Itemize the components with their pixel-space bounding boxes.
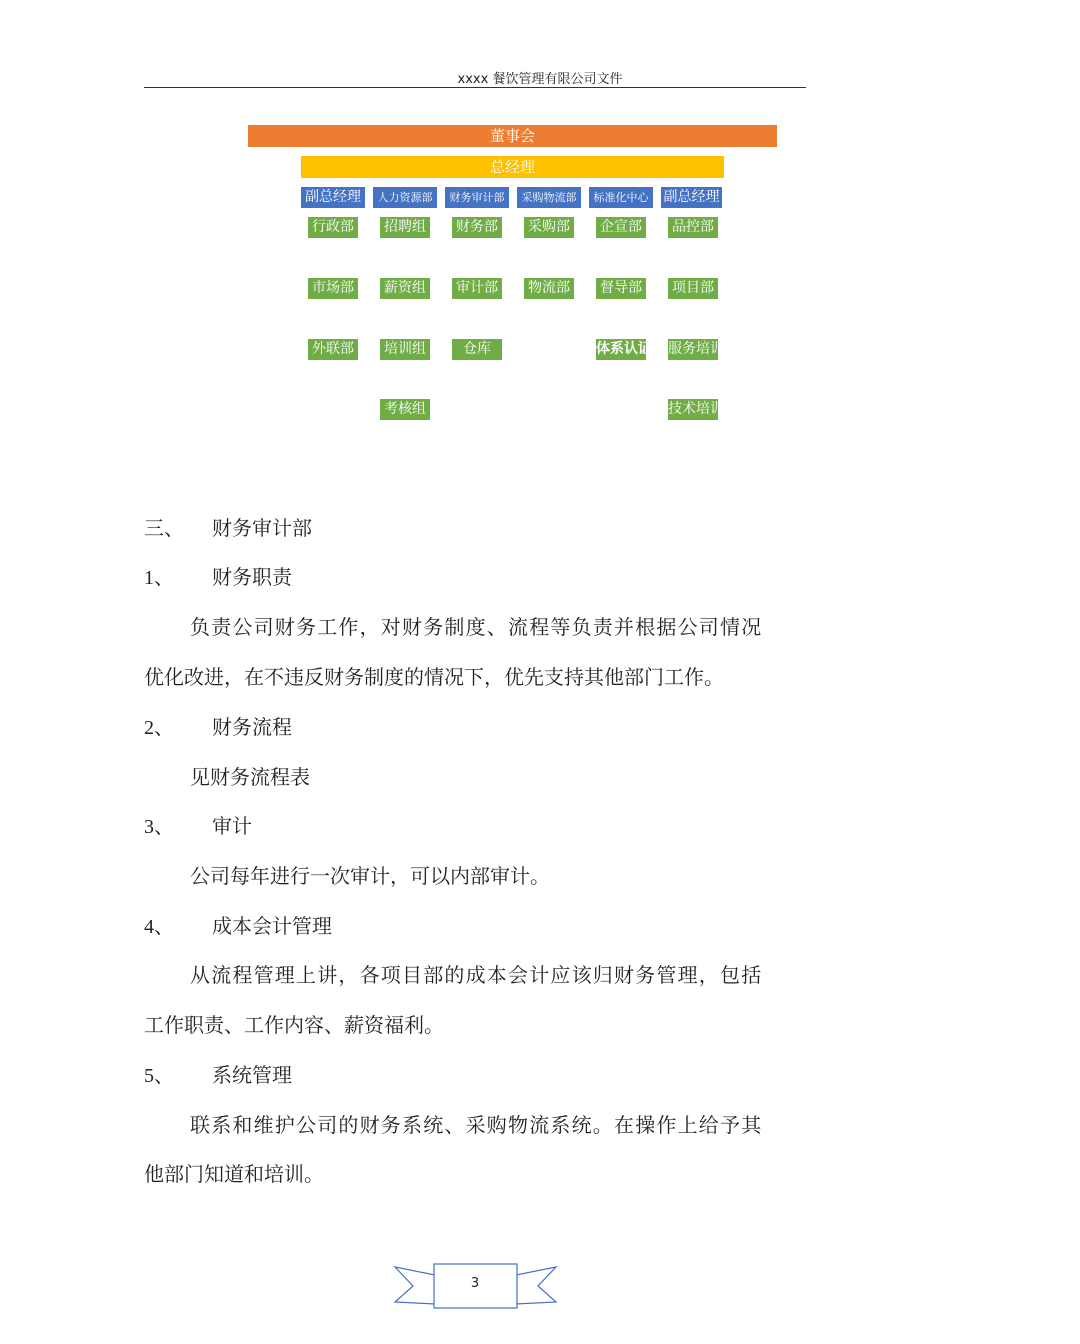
org-unit-publicity: 企宣部	[596, 217, 646, 238]
item-number: 4、	[144, 916, 174, 938]
org-head-finance-audit: 财务审计部	[445, 187, 509, 208]
org-unit-system-certification: 体系认证	[596, 339, 646, 360]
item-title: 系统管理	[212, 1065, 292, 1087]
org-unit-marketing: 市场部	[308, 278, 358, 299]
item-body-line: 工作职责、工作内容、薪资福利。	[144, 1015, 444, 1037]
org-unit-external-relations: 外联部	[308, 339, 358, 360]
item-number: 5、	[144, 1065, 174, 1087]
item-body-line: 见财务流程表	[190, 767, 310, 789]
org-unit-purchasing: 采购部	[524, 217, 574, 238]
org-head-deputy-gm-1: 副总经理	[301, 187, 365, 208]
item-title: 审计	[212, 816, 252, 838]
item-number: 2、	[144, 717, 174, 739]
org-unit-projects: 项目部	[668, 278, 718, 299]
header-rule	[144, 87, 806, 88]
org-unit-audit: 审计部	[452, 278, 502, 299]
org-general-manager: 总经理	[301, 156, 724, 178]
item-title: 成本会计管理	[212, 916, 332, 938]
org-unit-finance: 财务部	[452, 217, 502, 238]
item-body-line: 公司每年进行一次审计，可以内部审计。	[190, 866, 550, 888]
org-head-purchasing-logistics: 采购物流部	[517, 187, 581, 208]
org-unit-logistics: 物流部	[524, 278, 574, 299]
item-title: 财务流程	[212, 717, 292, 739]
org-head-deputy-gm-2: 副总经理	[661, 187, 722, 208]
org-unit-payroll: 薪资组	[380, 278, 430, 299]
page-number: 3	[470, 1276, 480, 1291]
section-title: 财务审计部	[212, 518, 312, 540]
header-title: xxxx 餐饮管理有限公司文件	[457, 72, 623, 87]
item-body-line: 联系和维护公司的财务系统、采购物流系统。在操作上给予其	[190, 1115, 763, 1137]
org-unit-training: 培训组	[380, 339, 430, 360]
org-unit-recruitment: 招聘组	[380, 217, 430, 238]
org-unit-warehouse: 仓库	[452, 339, 502, 360]
org-head-hr: 人力资源部	[373, 187, 437, 208]
org-unit-technical-training: 技术培训部	[668, 399, 718, 420]
org-unit-supervision: 督导部	[596, 278, 646, 299]
org-unit-quality-control: 品控部	[668, 217, 718, 238]
section-number: 三、	[144, 518, 184, 540]
item-body-line: 他部门知道和培训。	[144, 1164, 324, 1186]
item-body-line: 从流程管理上讲，各项目部的成本会计应该归财务管理，包括	[190, 965, 763, 987]
item-number: 3、	[144, 816, 174, 838]
org-head-standardization: 标准化中心	[589, 187, 653, 208]
item-body-line: 优化改进，在不违反财务制度的情况下，优先支持其他部门工作。	[144, 667, 724, 689]
item-title: 财务职责	[212, 567, 292, 589]
org-board: 董事会	[248, 125, 777, 147]
item-number: 1、	[144, 567, 174, 589]
item-body-line: 负责公司财务工作，对财务制度、流程等负责并根据公司情况	[190, 617, 763, 639]
org-unit-admin: 行政部	[308, 217, 358, 238]
org-unit-assessment: 考核组	[380, 399, 430, 420]
org-unit-service-training: 服务培训部	[668, 339, 718, 360]
